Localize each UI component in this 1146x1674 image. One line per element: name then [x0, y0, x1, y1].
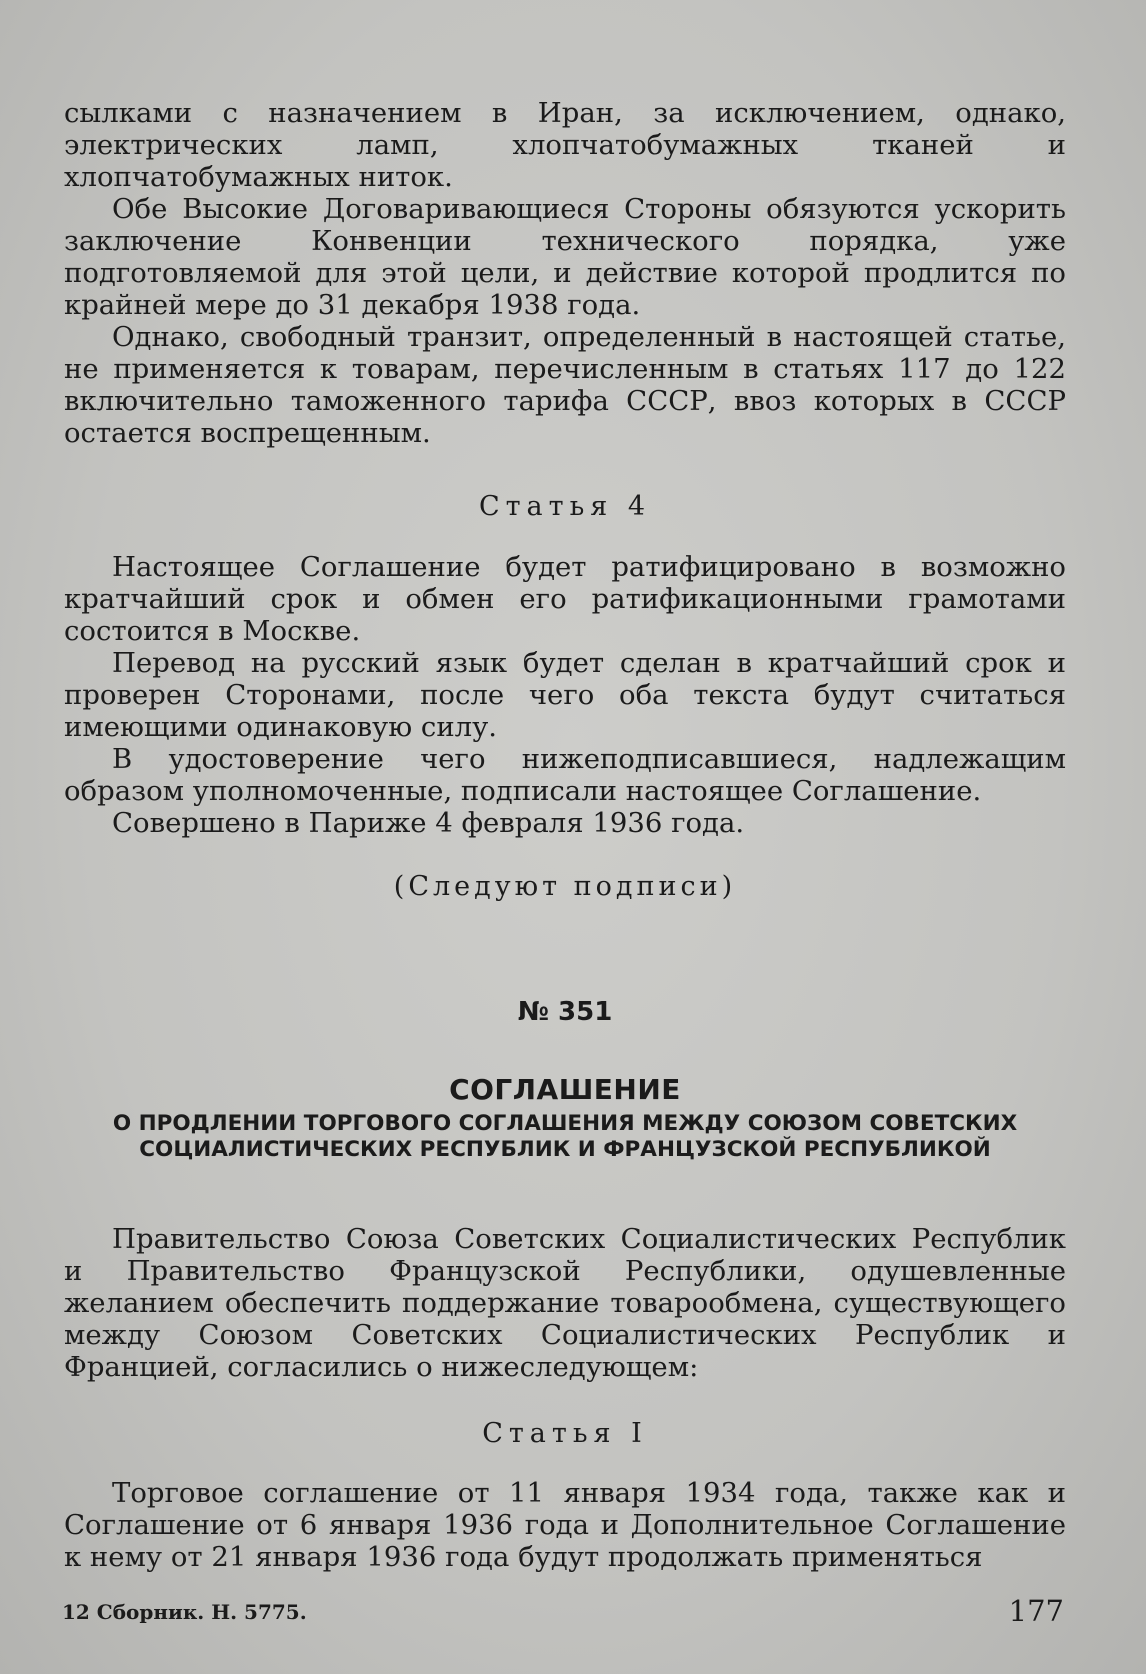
- paragraph-convention: Обе Высокие Договаривающиеся Стороны обязуются ускорить заключение Конвенции технического порядка, уже подготовляемой для этой цели, и действие которой продлится по крайней мере до 31 декабря 1938 года.: [64, 193, 1066, 321]
- document-subtitle: О ПРОДЛЕНИИ ТОРГОВОГО СОГЛАШЕНИЯ МЕЖДУ СОЮЗОМ СОВЕТСКИХ СОЦИАЛИСТИЧЕСКИХ РЕСПУБЛИК И ФРАНЦУЗСКОЙ РЕСПУБЛИКОЙ: [112, 1111, 1018, 1162]
- paragraph-article-1: Торговое соглашение от 11 января 1934 года, также как и Соглашение от 6 января 1936 года и Дополнительное Соглашение к нему от 21 января 1936 года будут продолжать применяться: [64, 1477, 1066, 1573]
- text-block-article-4: [64, 551, 1066, 839]
- article-4-title: Статья 4: [478, 491, 652, 522]
- text-block-preamble: [64, 1223, 1066, 1383]
- document-title: СОГЛАШЕНИЕ: [449, 1073, 681, 1106]
- printer-signature-mark: 12 Сборник. Н. 5775.: [62, 1600, 307, 1624]
- text-block-article-1: [64, 1477, 1066, 1573]
- paragraph-attestation: В удостоверение чего нижеподписавшиеся, надлежащим образом уполномоченные, подписали настоящее Соглашение.: [64, 743, 1066, 807]
- paragraph-done-at: Совершено в Париже 4 февраля 1936 года.: [112, 807, 745, 839]
- article-1-title: Статья I: [482, 1418, 648, 1449]
- paragraph-preamble: Правительство Союза Советских Социалистических Республик и Правительство Французской Республики, одушевленные желанием обеспечить поддержание товарообмена, существующего между Союзом Советских Социалистических Республик и Францией, согласились о нижеследующем:: [64, 1223, 1066, 1383]
- paragraph-ratification: Настоящее Соглашение будет ратифицировано в возможно кратчайший срок и обмен его ратификационными грамотами состоится в Москве.: [64, 551, 1066, 647]
- paragraph-translation: Перевод на русский язык будет сделан в кратчайший срок и проверен Сторонами, после чего оба текста будут считаться имеющими одинаковую силу.: [64, 647, 1066, 743]
- page-number: 177: [1008, 1594, 1064, 1628]
- signatures-note: (Следуют подписи): [393, 871, 737, 902]
- paragraph-continuation: сылками с назначением в Иран, за исключением, однако, электрических ламп, хлопчатобумажных тканей и хлопчатобумажных ниток.: [64, 97, 1066, 193]
- paragraph-transit-exception: Однако, свободный транзит, определенный в настоящей статье, не применяется к товарам, перечисленным в статьях 117 до 122 включительно таможенного тарифа СССР, ввоз которых в СССР остается воспрещенным.: [64, 321, 1066, 449]
- text-block-transit: [64, 97, 1066, 449]
- document-number: № 351: [517, 997, 613, 1027]
